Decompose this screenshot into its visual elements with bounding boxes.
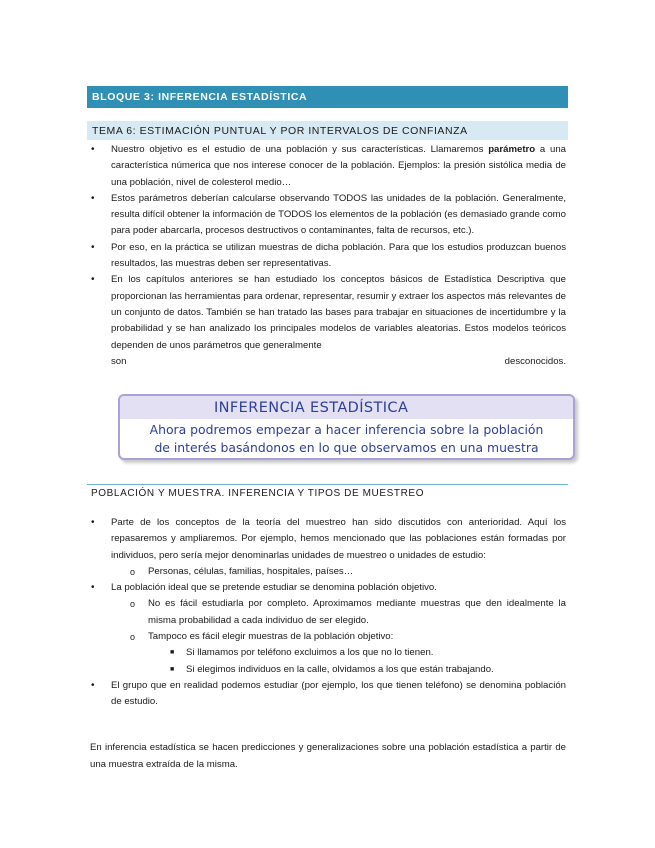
list-item (90, 272, 566, 370)
bullet-text-last-line: son desconocidos. (111, 355, 566, 367)
circle-bullet-icon: o (130, 599, 136, 610)
tema-heading: TEMA 6: ESTIMACIÓN PUNTUAL Y POR INTERVALOS DE CONFIANZA (87, 121, 568, 140)
circle-bullet-icon: o (130, 566, 136, 577)
list-item: • La población ideal que se pretende estudiar se denomina población objetivo. (90, 580, 566, 596)
list-item: • El grupo que en realidad podemos estudiar (por ejemplo, los que tienen teléfono) se denomina población de estudio. (90, 678, 566, 711)
circle-bullet-icon: o (130, 632, 136, 643)
sub-item-text: Tampoco es fácil elegir muestras de la población objetivo: (148, 631, 394, 643)
callout-title: INFERENCIA ESTADÍSTICA (120, 396, 573, 419)
bullet-text: • En los capítulos anteriores se han estudiado los conceptos básicos de Estadística Descriptiva que proporcionan las herramientas para ordenar, representar, resumir y extraer los aspectos más relevantes de un conjunto de datos. También se han tratado las bases para trabajar en situaciones de incertidumbre y la probabilidad y se han analizado los principales modelos de variables aleatorias. Estos modelos teóricos dependen de unos parámetros que generalmente (111, 274, 566, 351)
bold-term: parámetro (488, 144, 536, 155)
square-bullet-icon: ■ (170, 665, 175, 673)
inference-callout-box (118, 394, 575, 460)
sub-sub-item-text: Si llamamos por teléfono excluimos a los que no lo tienen. (186, 647, 434, 659)
bullet-text: Nuestro objetivo es el estudio de una población y sus características. Llamaremos (111, 144, 489, 155)
sub-sub-list-item (90, 662, 566, 678)
list-item: • Por eso, en la práctica se utilizan muestras de dicha población. Para que los estudios produzcan buenos resultados, las muestras deben ser representativas. (90, 240, 566, 273)
square-bullet-icon: ■ (170, 649, 175, 657)
sub-item-text: Personas, células, familias, hospitales, países… (148, 565, 354, 577)
bloque-heading: BLOQUE 3: INFERENCIA ESTADÍSTICA (87, 86, 568, 108)
sub-list-item (90, 629, 566, 645)
section-heading: POBLACIÓN Y MUESTRA. INFERENCIA Y TIPOS DE MUESTREO (87, 484, 568, 502)
sub-sub-item-text: Si elegimos individuos en la calle, olvidamos a los que están trabajando. (186, 663, 494, 675)
callout-body (120, 419, 573, 457)
callout-line: de interés basándonos en lo que observamos en una muestra (154, 440, 539, 455)
sub-sub-list-item (90, 645, 566, 661)
list-item (90, 142, 566, 191)
bullet-text: a una característica númerica que nos interese conocer de la población. Ejemplos: la presión sistólica media de una población, nivel de colesterol medio… (111, 144, 566, 188)
closing-paragraph: En inferencia estadística se hacen predicciones y generalizaciones sobre una población estadística a partir de una muestra extraída de la misma. (90, 742, 566, 770)
section-bullet-list (90, 515, 566, 711)
list-item: • Parte de los conceptos de la teoría del muestreo han sido discutidos con anterioridad. Aquí los repasaremos y ampliaremos. Por ejemplo, hemos mencionado que las poblaciones están formadas por individuos, pero sería mejor denominarlas unidades de muestreo o unidades de estudio: (90, 515, 566, 564)
callout-line: Ahora podremos empezar a hacer inferencia sobre la población (149, 422, 544, 437)
intro-bullet-list (90, 142, 566, 370)
list-item: • Estos parámetros deberían calcularse observando TODOS las unidades de la población. Generalmente, resulta difícil obtener la información de TODOS los elementos de la población (es demasiado grande como para poder abarcarla, procesos destructivos o contaminantes, falta de recursos, etc.). (90, 191, 566, 240)
sub-list-item (90, 596, 566, 629)
sub-list-item (90, 564, 566, 580)
sub-item-text: No es fácil estudiarla por completo. Aproximamos mediante muestras que den idealmente la misma probabilidad a cada individuo de ser elegido. (148, 598, 566, 626)
